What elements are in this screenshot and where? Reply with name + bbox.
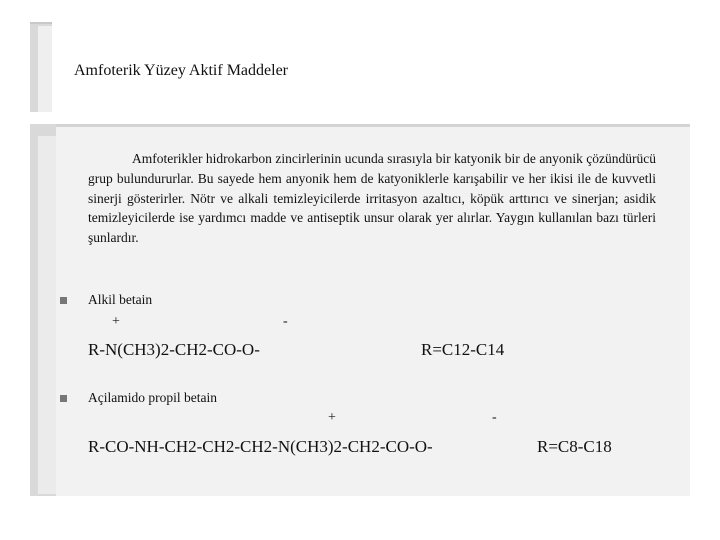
title-accent-bar <box>30 22 52 112</box>
item-label-acilamido-propil-betain: Açilamido propil betain <box>88 390 217 405</box>
title-accent-line <box>30 22 52 24</box>
formula-acilamido-propil-betain: R-CO-NH-CH2-CH2-CH2-N(CH3)2-CH2-CO-O- <box>88 437 433 456</box>
carbon-range-alkil-betain: R=C12-C14 <box>421 340 505 359</box>
bullet-square-icon <box>60 297 67 304</box>
formula-alkil-betain: R-N(CH3)2-CH2-CO-O- <box>88 340 260 359</box>
intro-paragraph: Amfoterikler hidrokarbon zincirlerinin ucunda sırasıyla bir katyonik bir de anyonik çözündürücü grup bulundururlar. Bu sayede hem anyonik hem de katyoniklerle karışabilir ve her ikisi ile de kuvvetli sinerji gösterirler. Nötr ve alkali temizleyicilerde irritasyon azaltıcı, köpük arttırıcı ve sinerjan; asidik temizleyicilerde ise yardımcı madde ve antiseptik unsur olarak yer alırlar. Yaygın kullanılan bazı türleri şunlardır. <box>88 151 656 246</box>
content-accent-bar <box>30 124 56 496</box>
positive-charge: + <box>112 314 120 329</box>
slide-title: Amfoterik Yüzey Aktif Maddeler <box>74 62 289 79</box>
bullet-square-icon <box>60 395 67 402</box>
item-label-alkil-betain: Alkil betain <box>88 292 153 307</box>
negative-charge: - <box>283 314 288 329</box>
positive-charge: + <box>328 410 336 425</box>
content-top-rule <box>30 124 690 127</box>
negative-charge: - <box>492 410 497 425</box>
carbon-range-acilamido-propil-betain: R=C8-C18 <box>537 437 612 456</box>
